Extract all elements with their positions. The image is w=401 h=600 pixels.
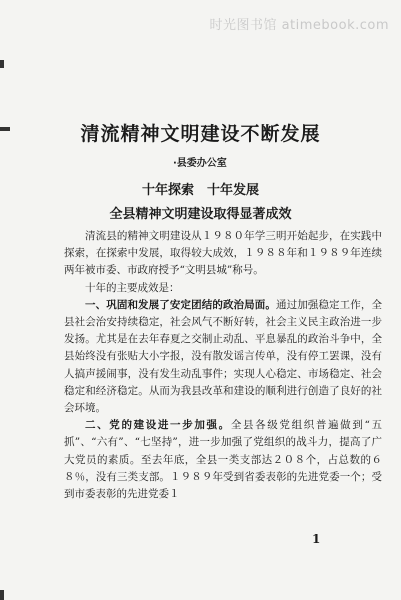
article-subtitle-1: 十年探索 十年发展 <box>141 183 259 198</box>
paragraph-text: 通过加强稳定工作，全县社会治安持续稳定，社会风气不断好转，社会主义民主政治进一步发扬。尤其是在去年春夏之交制止动乱、平息暴乱的政治斗争中，全县始终没有张贴大小字报，没有散发谣言传单，没有停工罢课，没有人搞声援闹事，没有发生动乱事件；实现人心稳定、市场稳定、社会稳定和经济稳定。从而为我县改革和建设的顺利进行创造了良好的社会环境。 <box>64 298 382 415</box>
paragraph-text: 全县各级党组织普遍做到“五抓”、“六有”、“七坚持”，进一步加强了党组织的战斗力，提高了广大党员的素质。至去年底，全县一类支部达２０８个，占总数的６８％，没有三类支部。１９８９年受到省委表彰的先进党委一个；受到市委表彰的先进党委１ <box>64 419 382 501</box>
paragraph-heading: 二、党的建设进一步加强。 <box>85 419 231 432</box>
paragraph-party <box>64 417 382 503</box>
binding-mark <box>0 60 4 68</box>
paragraph-intro: 清流县的精神文明建设从１９８０年学三明开始起步，在实践中探索，在探索中发展，取得较大成效，１９８８年和１９８９年连续两年被市委、市政府授予“文明县城”称号。 <box>64 230 382 277</box>
article-title: 清流精神文明建设不断发展 <box>80 123 321 145</box>
paragraph-heading: 一、巩固和发展了安定团结的政治局面。 <box>85 298 276 311</box>
binding-mark <box>0 590 4 600</box>
paragraph-summary: 十年的主要成效是： <box>85 281 180 294</box>
article-body <box>64 228 382 503</box>
article-subtitle-2: 全县精神文明建设取得显著成效 <box>109 207 292 222</box>
watermark: 时光图书馆 atimebook.com <box>209 18 389 33</box>
paragraph-politics <box>64 297 382 417</box>
page-number: 1 <box>312 532 321 546</box>
article-author: ·县委办公室 <box>173 158 227 169</box>
